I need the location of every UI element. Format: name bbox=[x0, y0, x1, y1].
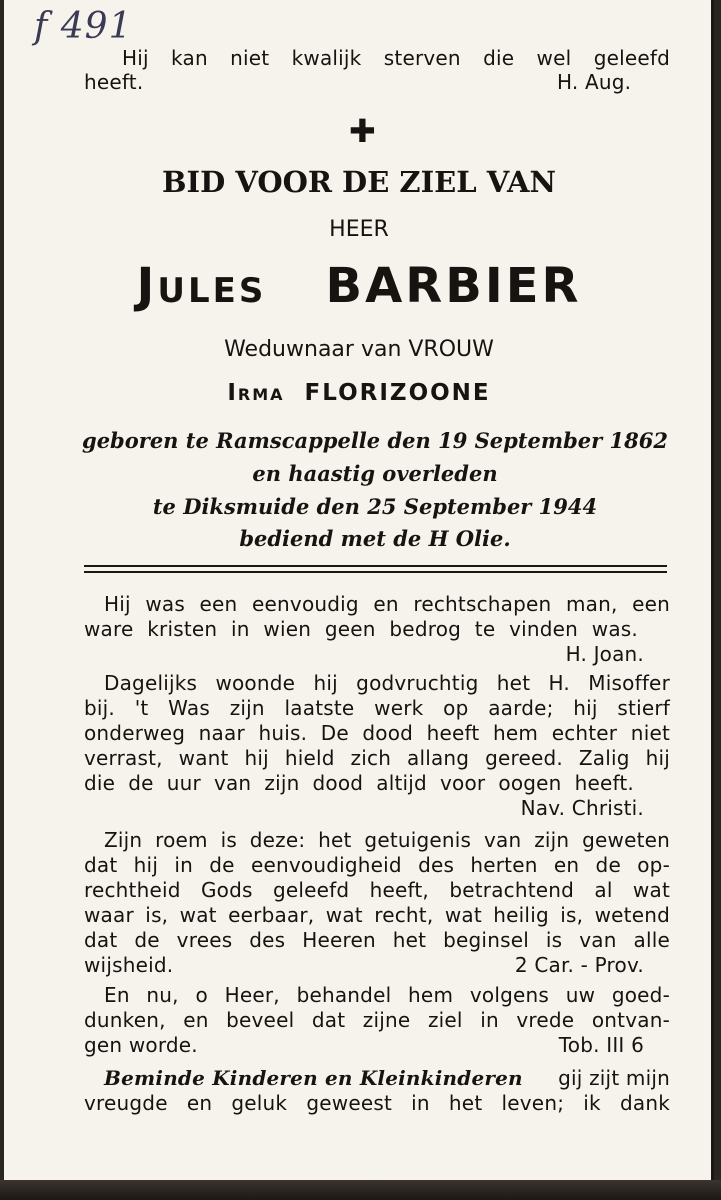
p2-line-5: die de uur van zijn dood altijd voor oogen heeft. bbox=[84, 771, 634, 795]
p4-line-3: gen worde. bbox=[84, 1033, 198, 1057]
sacrament-line: bediend met de H Olie. bbox=[239, 526, 511, 551]
cross-icon: ✚ bbox=[349, 112, 376, 150]
p3-line-3: rechtheid Gods geleefd heeft, betrachtend al wat bbox=[84, 878, 670, 902]
p1-source: H. Joan. bbox=[565, 642, 644, 666]
deceased-first-name: Jules bbox=[136, 258, 267, 314]
p3-line-4: waar is, wat eerbaar, wat recht, wat heilig is, wetend bbox=[84, 903, 670, 927]
deceased-last-name: BARBIER bbox=[325, 258, 582, 314]
spouse-name bbox=[4, 380, 714, 406]
spouse-first-name: Irma bbox=[227, 380, 285, 406]
p1-line-2: ware kristen in wien geen bedrog te vinden was. bbox=[84, 617, 638, 641]
p1-line-1: Hij was een eenvoudig en rechtschapen man, een bbox=[104, 592, 670, 616]
p3-line-5: dat de vrees des Heeren het beginsel is van alle bbox=[84, 928, 670, 952]
p4-line-2: dunken, en beveel dat zijne ziel in vrede ontvan- bbox=[84, 1008, 670, 1032]
p3-line-2: dat hij in de eenvoudigheid des herten en de op- bbox=[84, 853, 670, 877]
p3-line-1: Zijn roem is deze: het getuigenis van zijn geweten bbox=[104, 828, 670, 852]
p4-line-1: En nu, o Heer, behandel hem volgens uw goed- bbox=[104, 983, 670, 1007]
death-line-2: te Diksmuide den 25 September 1944 bbox=[152, 494, 598, 519]
p2-source: Nav. Christi. bbox=[520, 796, 644, 820]
p5-address: Beminde Kinderen en Kleinkinderen bbox=[104, 1066, 523, 1090]
p5-line-2: vreugde en geluk geweest in het leven; ik dank bbox=[84, 1091, 670, 1115]
prayer-heading: BID VOOR DE ZIEL VAN bbox=[162, 165, 556, 199]
spouse-last-name: FLORIZOONE bbox=[304, 380, 491, 406]
p2-line-3: onderweg naar huis. De dood heeft hem echter niet bbox=[84, 721, 670, 745]
p3-source: 2 Car. - Prov. bbox=[514, 953, 644, 977]
scan-border bbox=[0, 1180, 721, 1200]
widower-line: Weduwnaar van VROUW bbox=[224, 337, 494, 362]
p5-line-1 bbox=[104, 1066, 670, 1090]
double-rule-bottom bbox=[84, 571, 667, 573]
p2-line-4: verrast, want hij hield zich allang gereed. Zalig hij bbox=[84, 746, 670, 770]
birth-line: geboren te Ramscappelle den 19 September 1862 bbox=[82, 428, 668, 453]
handwritten-annotation: f 491 bbox=[34, 6, 133, 47]
p2-line-1: Dagelijks woonde hij godvruchtig het H. Misoffer bbox=[104, 671, 670, 695]
memorial-card bbox=[4, 0, 714, 1180]
p3-line-6: wijsheid. bbox=[84, 953, 174, 977]
deceased-name bbox=[4, 258, 714, 314]
p5-line-1-rest: gij zijt mijn bbox=[558, 1066, 670, 1090]
p4-source: Tob. III 6 bbox=[558, 1033, 644, 1057]
death-line-1: en haastig overleden bbox=[252, 461, 498, 486]
motto-source: H. Aug. bbox=[557, 70, 632, 94]
p2-line-2: bij. 't Was zijn laatste werk op aarde; hij stierf bbox=[84, 696, 670, 720]
double-rule-top bbox=[84, 565, 667, 567]
motto-line-2: heeft. bbox=[84, 70, 144, 94]
title-heer: HEER bbox=[329, 217, 389, 242]
motto-line-1: Hij kan niet kwalijk sterven die wel geleefd bbox=[122, 46, 670, 70]
